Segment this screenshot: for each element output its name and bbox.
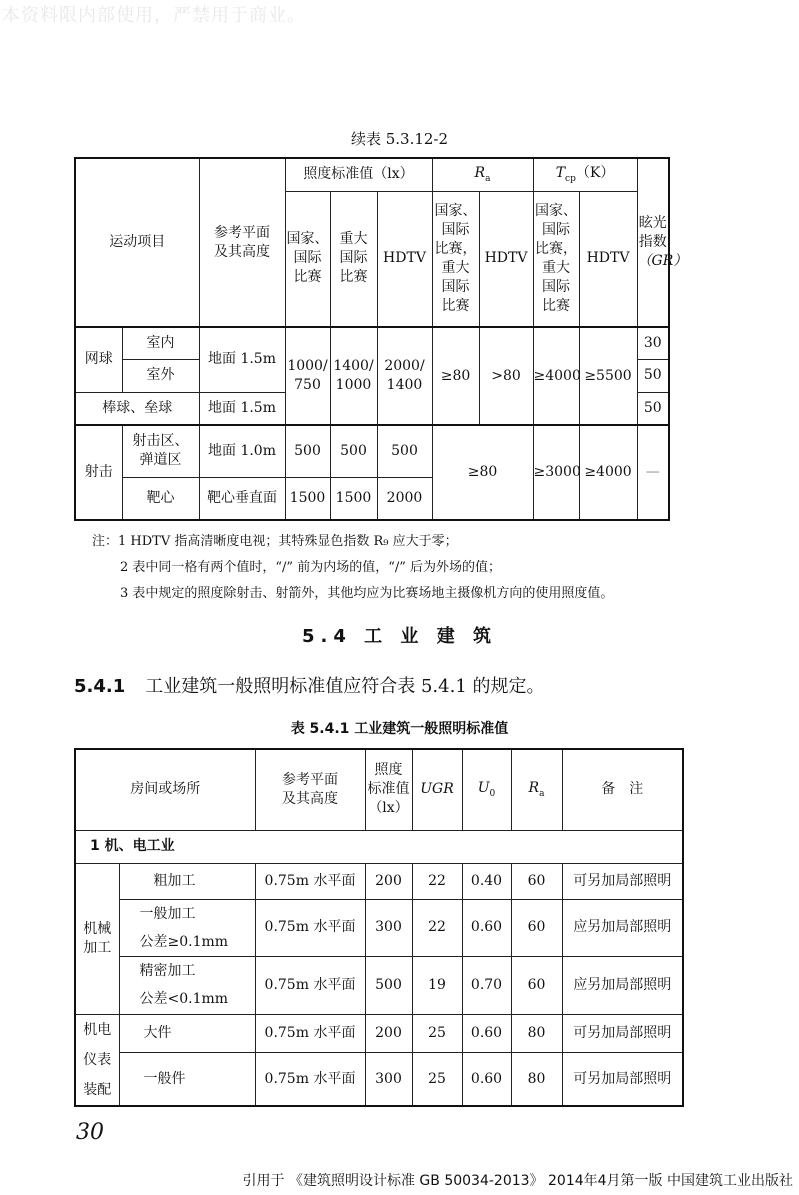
line: 精密加工 [139, 963, 196, 979]
line: 比赛， [434, 240, 477, 257]
place: 大件 [119, 1014, 255, 1053]
u0: 0.60 [462, 1053, 511, 1106]
shooting-tcp-national: ≥3000 [533, 425, 579, 520]
illum: 200 [365, 1014, 412, 1053]
header-sport: 运动项目 [75, 158, 199, 327]
u0-symbol: U [477, 780, 490, 797]
table-caption-industrial: 表 5.4.1 工业建筑一般照明标准值 [290, 721, 509, 737]
plane: 0.75m 水平面 [255, 956, 365, 1014]
header-illum-major [330, 191, 377, 327]
citation-footer: 引用于 《建筑照明设计标准 GB 50034-2013》 2014年4月第一版 中国建筑工业出版社 [242, 1173, 793, 1189]
u0: 0.60 [462, 1014, 511, 1053]
tcp-subscript: cp [565, 174, 576, 185]
header-ra-national [432, 191, 479, 327]
note-2: 2 表中同一格有两个值时，“/” 前为内场的值，“/” 后为外场的值； [120, 560, 502, 575]
line: 比赛 [441, 297, 470, 314]
shooting-ra: ≥80 [432, 425, 533, 520]
line: 1000 [335, 377, 372, 393]
line: 仪表 [83, 1051, 112, 1068]
shooting-area-illum-major: 500 [330, 425, 377, 477]
illum: 200 [365, 863, 412, 899]
line: 机电 [83, 1021, 112, 1038]
ugr: 22 [412, 899, 462, 956]
tcp-unit: （K） [575, 165, 615, 182]
illum: 300 [365, 899, 412, 956]
line: 国家、 [286, 231, 329, 248]
header-ra [511, 749, 562, 830]
gr-outdoor: 50 [637, 359, 669, 392]
remark: 可另加局部照明 [562, 1014, 683, 1053]
u0: 0.60 [462, 899, 511, 956]
place: 一般件 [119, 1053, 255, 1106]
line: 射击区、 [132, 433, 189, 450]
ra-symbol: R [528, 780, 540, 797]
ra: 60 [511, 956, 562, 1014]
line: 国际 [542, 278, 571, 295]
place [119, 956, 255, 1014]
sports-lighting-table [74, 157, 688, 521]
line: （lx） [368, 800, 409, 817]
line: 装配 [83, 1081, 112, 1098]
line: 公差<0.1mm [139, 991, 229, 1007]
header-ref-plane [255, 749, 365, 830]
tennis-ra-hdtv: >80 [479, 327, 533, 425]
plane: 0.75m 水平面 [255, 1014, 365, 1053]
industrial-lighting-table [74, 748, 684, 1107]
header-room: 房间或场所 [75, 749, 255, 830]
line: 机械 [83, 920, 112, 937]
line: 比赛， [535, 240, 578, 257]
line: 标准值 [367, 781, 410, 798]
shooting-area [122, 425, 199, 477]
line: 一般加工 [139, 905, 196, 922]
tennis-plane: 地面 1.5m [199, 327, 285, 392]
line: 及其高度 [282, 790, 338, 807]
line: 比赛 [293, 269, 322, 286]
ugr: 25 [412, 1053, 462, 1106]
target-illum-national: 1500 [285, 477, 330, 520]
line: 国际 [441, 221, 470, 238]
header-illum-national [285, 191, 330, 327]
plane: 0.75m 水平面 [255, 899, 365, 956]
header-u0 [462, 749, 511, 830]
plane: 0.75m 水平面 [255, 1053, 365, 1106]
tennis-illum-major [330, 327, 377, 425]
target: 靶心 [122, 477, 199, 520]
watermark: 本资料限内部使用，严禁用于商业。 [2, 5, 306, 26]
header-ra-hdtv: HDTV [479, 191, 533, 327]
ra-subscript: a [485, 174, 491, 185]
note-3: 3 表中规定的照度除射击、射箭外，其他均应为比赛场地主摄像机方向的使用照度值。 [120, 586, 614, 601]
u0: 0.40 [462, 863, 511, 899]
ra: 80 [511, 1014, 562, 1053]
table-caption: 续表 5.3.12-2 [350, 130, 449, 148]
sport-baseball: 棒球、垒球 [75, 392, 199, 425]
remark: 可另加局部照明 [562, 863, 683, 899]
line: 国际 [339, 250, 368, 267]
line: 参考平面 [282, 771, 338, 788]
header-glare-line: （GR） [637, 252, 688, 269]
page-number: 30 [76, 1120, 104, 1145]
tennis-indoor: 室内 [122, 327, 199, 359]
header-illum-hdtv: HDTV [377, 191, 432, 327]
shooting-gr: — [637, 425, 669, 520]
category-row: 1 机、电工业 [75, 830, 683, 863]
sport-shooting: 射击 [75, 425, 122, 520]
target-plane: 靶心垂直面 [199, 477, 285, 520]
line: 加工 [83, 939, 112, 956]
illum: 300 [365, 1053, 412, 1106]
header-illuminance: 照度标准值（lx） [285, 158, 432, 191]
tennis-outdoor: 室外 [122, 359, 199, 392]
remark: 应另加局部照明 [562, 956, 683, 1014]
line: 国际 [293, 250, 322, 267]
u0-subscript: 0 [489, 789, 496, 800]
line: 国际 [441, 278, 470, 295]
tennis-tcp-hdtv: ≥5500 [579, 327, 637, 425]
ra: 80 [511, 1053, 562, 1106]
clause [74, 672, 545, 698]
tcp-symbol: T [555, 165, 566, 182]
clause-text: 工业建筑一般照明标准值应符合表 5.4.1 的规定。 [145, 676, 545, 697]
target-illum-major: 1500 [330, 477, 377, 520]
line: 比赛 [542, 297, 571, 314]
baseball-plane: 地面 1.5m [199, 392, 285, 425]
line: 重大 [441, 259, 470, 276]
tennis-illum-national [285, 327, 330, 425]
line: 重大 [339, 231, 368, 248]
header-tcp [533, 158, 637, 191]
place: 粗加工 [119, 863, 255, 899]
remark: 应另加局部照明 [562, 899, 683, 956]
tennis-illum-hdtv [377, 327, 432, 425]
sport-tennis: 网球 [75, 327, 122, 392]
line: 1400 [386, 377, 423, 393]
line: 2000/ [384, 358, 425, 375]
line: 国家、 [434, 203, 477, 220]
header-illum [365, 749, 412, 830]
line: 1400/ [333, 358, 374, 375]
ra: 60 [511, 863, 562, 899]
u0: 0.70 [462, 956, 511, 1014]
plane: 0.75m 水平面 [255, 863, 365, 899]
table-notes [92, 529, 613, 607]
ugr: 25 [412, 1014, 462, 1053]
header-glare [637, 158, 688, 327]
line: 国际 [542, 221, 571, 238]
ra-subscript: a [539, 789, 545, 800]
line: 照度 [374, 762, 403, 779]
header-ref-plane-line: 参考平面 [214, 224, 270, 241]
line: 750 [294, 377, 321, 393]
gr-baseball: 50 [637, 392, 669, 425]
group-electromech [75, 1014, 119, 1106]
clause-number: 5.4.1 [74, 676, 126, 697]
header-ref-plane [199, 158, 285, 327]
shooting-tcp-hdtv: ≥4000 [579, 425, 637, 520]
line: 弹道区 [139, 452, 182, 469]
shooting-area-illum-national: 500 [285, 425, 330, 477]
line: 国家、 [535, 203, 578, 220]
header-glare-line: 眩光 [638, 215, 667, 232]
section-title: 5.4 工 业 建 筑 [302, 626, 497, 647]
line: 重大 [542, 259, 571, 276]
header-remark: 备 注 [562, 749, 683, 830]
ugr: 22 [412, 863, 462, 899]
ra: 60 [511, 899, 562, 956]
line: 比赛 [339, 269, 368, 286]
header-tcp-national [533, 191, 579, 327]
group-machining [75, 863, 119, 1014]
target-illum-hdtv: 2000 [377, 477, 432, 520]
line: 1000/ [287, 358, 328, 375]
header-ra [432, 158, 533, 191]
note-1: 注：1 HDTV 指高清晰度电视；其特殊显色指数 R₉ 应大于零； [92, 534, 458, 549]
header-tcp-hdtv: HDTV [579, 191, 637, 327]
header-ugr: UGR [412, 749, 462, 830]
shooting-area-plane: 地面 1.0m [199, 425, 285, 477]
gr-indoor: 30 [637, 327, 669, 359]
place [119, 899, 255, 956]
shooting-area-illum-hdtv: 500 [377, 425, 432, 477]
remark: 可另加局部照明 [562, 1053, 683, 1106]
tennis-ra-national: ≥80 [432, 327, 479, 425]
ugr: 19 [412, 956, 462, 1014]
illum: 500 [365, 956, 412, 1014]
header-ref-plane-line: 及其高度 [214, 243, 270, 260]
header-glare-line: 指数 [638, 234, 667, 251]
line: 公差≥0.1mm [139, 933, 229, 950]
ra-symbol: R [474, 165, 486, 182]
tennis-tcp-national: ≥4000 [533, 327, 579, 425]
